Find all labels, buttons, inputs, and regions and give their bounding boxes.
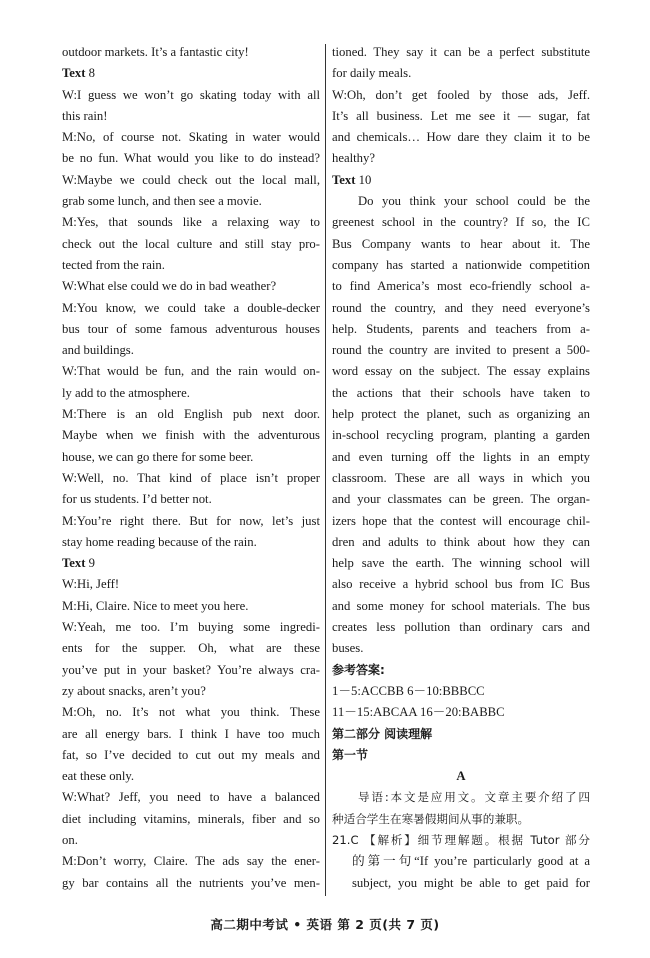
- text-line: 第二部分 阅读理解: [332, 726, 433, 741]
- section-heading-label: Text: [62, 66, 86, 81]
- text-line: eat these only.: [62, 769, 135, 784]
- text-line: be no fun. What would you like to do instead?: [62, 151, 320, 166]
- text-line: diet including vitamins, minerals, fiber and so: [62, 811, 320, 826]
- text-line: W:That would be fun, and the rain would on-: [62, 364, 320, 379]
- text-line: subject, you might be able to get paid for: [352, 875, 590, 890]
- section-heading-number: 8: [88, 66, 96, 81]
- text-line: W:I guess we won’t go skating today with all: [62, 87, 320, 102]
- text-line: fat, so I’ve decided to cut out my meals and: [62, 747, 320, 762]
- text-line: M:You’re right there. But for now, let’s just: [62, 513, 320, 528]
- text-line: house, we can go there for some beer.: [62, 449, 254, 464]
- text-line: tioned. They say it can be a perfect substitute: [332, 45, 590, 59]
- text-line: 参考答案:: [332, 662, 385, 677]
- text-line: M:Oh, no. It’s not what you think. These: [62, 705, 320, 720]
- text-line: W:Oh, don’t get fooled by those ads, Jeff.: [332, 87, 590, 102]
- text-line: zy about snacks, aren’t you?: [62, 683, 206, 698]
- section-heading: [62, 63, 320, 84]
- text-line: M:Don’t worry, Claire. The ads say the ener-: [62, 854, 320, 869]
- section-heading: [332, 170, 590, 191]
- text-line: help save the earth. The winning school will: [332, 556, 590, 571]
- text-line: 11－15:ABCAA 16－20:BABBC: [332, 705, 505, 720]
- text-line: 的第一句“If you’re particularly good at a: [352, 854, 590, 869]
- text-line: bus tour of some famous adventurous houses: [62, 321, 320, 336]
- text-line: outdoor markets. It’s a fantastic city!: [62, 45, 249, 59]
- text-line: A: [456, 769, 466, 784]
- text-line: 第一节: [332, 747, 369, 762]
- text-line: help. Students, parents and teachers from a-: [332, 321, 590, 336]
- text-line: healthy?: [332, 151, 375, 166]
- text-line: ents for the supper. Oh, what are these: [62, 641, 320, 656]
- text-line: Maybe when we finish with the adventurous: [62, 428, 320, 443]
- text-line: stay home reading because of the rain.: [62, 534, 257, 549]
- section-heading-number: 10: [358, 172, 372, 187]
- page-footer: 高二期中考试 • 英语 第 2 页(共 7 页): [210, 917, 440, 932]
- text-line: M:There is an old English pub next door.: [62, 407, 320, 422]
- text-line: greenest school in the country? If so, the IC: [332, 215, 590, 230]
- section-heading-label: Text: [332, 172, 356, 187]
- text-line: also receive a hybrid school bus from IC Bus: [332, 577, 590, 592]
- text-line: and some money for school materials. The bus: [332, 598, 590, 613]
- text-line: 1－5:ACCBB 6－10:BBBCC: [332, 683, 485, 698]
- text-line: W:Maybe we could check out the local mall,: [62, 172, 320, 187]
- text-line: this rain!: [62, 108, 108, 123]
- column-divider: [325, 44, 326, 896]
- text-line: and your classmates can be green. The organ-: [332, 492, 590, 507]
- text-line: M:No, of course not. Skating in water would: [62, 130, 320, 145]
- text-line: and buildings.: [62, 343, 134, 358]
- text-line: for us students. I’d better not.: [62, 492, 212, 507]
- text-line: you’ve put in your basket? You’re always cra-: [62, 662, 320, 677]
- right-column: [332, 42, 590, 894]
- text-line: M:You know, we could take a double-decker: [62, 300, 320, 315]
- text-line: round the country are invited to present a 500-: [332, 343, 590, 358]
- text-line: for daily meals.: [332, 66, 412, 81]
- left-column: [62, 42, 320, 894]
- text-line: M:Yes, that sounds like a relaxing way to: [62, 215, 320, 230]
- text-line: ly add to the atmosphere.: [62, 385, 190, 400]
- text-line: are all energy bars. I think I have too much: [62, 726, 320, 741]
- text-line: company has started a nationwide competition: [332, 257, 590, 272]
- text-line: the actions that their schools have taken to: [332, 385, 590, 400]
- text-line: W:What? Jeff, you need to have a balanced: [62, 790, 320, 805]
- text-line: gy bar contains all the nutrients you’ve men-: [62, 875, 320, 890]
- section-heading-number: 9: [88, 556, 96, 571]
- text-line: M:Hi, Claire. Nice to meet you here.: [62, 598, 249, 613]
- text-line: and even turning off the lights in an empty: [332, 449, 590, 464]
- section-heading: [62, 553, 320, 574]
- text-line: on.: [62, 832, 78, 847]
- text-line: tected from the rain.: [62, 257, 165, 272]
- text-line: help protect the planet, such as organizing an: [332, 407, 590, 422]
- text-line: grab some lunch, and then see a movie.: [62, 194, 262, 209]
- text-line: buses.: [332, 641, 364, 656]
- text-line: check out the local culture and still stay pro-: [62, 236, 320, 251]
- text-line: W:Hi, Jeff!: [62, 577, 120, 592]
- text-line: and chemicals… How dare they claim it to be: [332, 130, 590, 145]
- text-line: W:Yeah, me too. I’m buying some ingredi-: [62, 620, 320, 635]
- section-heading-label: Text: [62, 556, 86, 571]
- text-line: creates less pollution than ordinary cars and: [332, 620, 590, 635]
- text-line: izers hope that the contest will encourage chil-: [332, 513, 590, 528]
- text-line: dren and adults to think about how they can: [332, 534, 590, 549]
- text-line: Do you think your school could be the: [358, 194, 590, 209]
- text-line: 导语:本文是应用文。文章主要介绍了四: [358, 790, 590, 805]
- text-line: Bus Company wants to hear about it. The: [332, 236, 590, 251]
- text-line: to find America’s most eco-friendly school a-: [332, 279, 590, 294]
- text-line: 种适合学生在寒暑假期间从事的兼职。: [332, 811, 530, 826]
- text-line: W:What else could we do in bad weather?: [62, 279, 277, 294]
- text-line: round the country, and they need everyone’s: [332, 300, 590, 315]
- text-line: W:Well, no. That kind of place isn’t proper: [62, 470, 320, 485]
- text-line: classroom. These are all ways in which you: [332, 470, 590, 485]
- text-line: 21.C 【解析】细节理解题。根据 Tutor 部分: [332, 832, 590, 847]
- text-line: It’s all business. Let me see it — sugar, fat: [332, 108, 590, 123]
- text-line: word essay on the subject. The essay explains: [332, 364, 590, 379]
- text-line: in-school recycling program, planting a garden: [332, 428, 590, 443]
